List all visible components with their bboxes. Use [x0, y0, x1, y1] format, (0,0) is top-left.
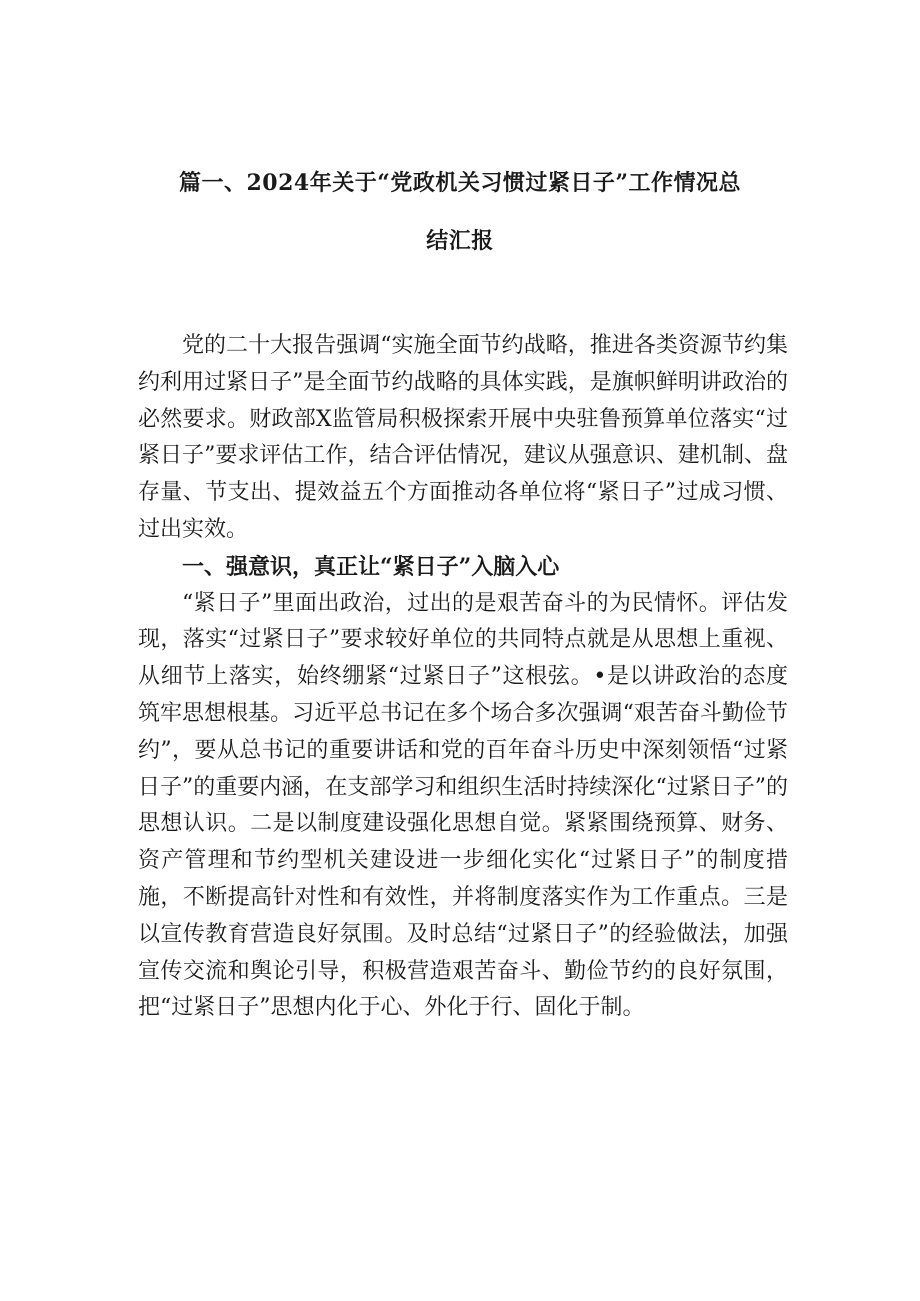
- document-title-line-2: 结汇报: [426, 228, 494, 254]
- document-title-line-1: 篇一、2024年关于“党政机关习惯过紧日子”工作情况总: [178, 170, 742, 196]
- section-1-heading: 一、强意识，真正让“紧日子”入脑入心: [182, 553, 560, 580]
- section-1-paragraph: “紧日子”里面出政治，过出的是艰苦奋斗的为民情怀。评估发现，落实“过紧日子”要求较好单位的共同特点就是从思想上重视、从细节上落实，始终绷紧“过紧日子”这根弦。•是以讲政治的态度筑牢思想根基。习近平总书记在多个场合多次强调“艰苦奋斗勤俭节约”，要从总书记的重要讲话和党的百年奋斗历史中深刻领悟“过紧日子”的重要内涵，在支部学习和组织生活时持续深化“过紧日子”的思想认识。二是以制度建设强化思想自觉。紧紧围绕预算、财务、资产管理和节约型机关建设进一步细化实化“过紧日子”的制度措施，不断提高针对性和有效性，并将制度落实作为工作重点。三是以宣传教育营造良好氛围。及时总结“过紧日子”的经验做法，加强宣传交流和舆论引导，积极营造艰苦奋斗、勤俭节约的良好氛围，把“过紧日子”思想内化于心、外化于行、固化于制。: [138, 590, 788, 1021]
- intro-paragraph: 党的二十大报告强调“实施全面节约战略，推进各类资源节约集约利用过紧日子”是全面节约战略的具体实践，是旗帜鲜明讲政治的必然要求。财政部X监管局积极探索开展中央驻鲁预算单位落实“过紧日子”要求评估工作，结合评估情况，建议从强意识、建机制、盘存量、节支出、提效益五个方面推动各单位将“紧日子”过成习惯、过出实效。: [138, 333, 788, 542]
- document-body: [138, 328, 788, 1027]
